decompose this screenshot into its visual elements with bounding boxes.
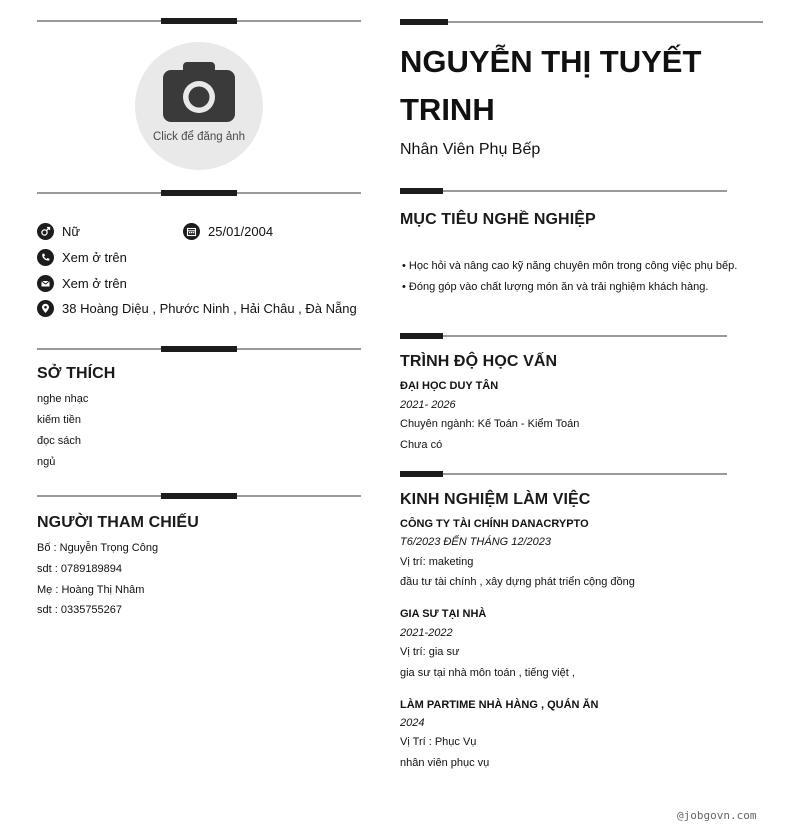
gender-row — [37, 223, 80, 240]
objective-title: MỤC TIÊU NGHỀ NGHIỆP — [400, 211, 596, 228]
hobby-item: ngủ — [37, 456, 56, 468]
reference-line: Bố : Nguyễn Trọng Công — [37, 542, 159, 554]
reference-line: sdt : 0789189894 — [37, 563, 123, 575]
job-description: đầu tư tài chính , xây dựng phát triển cộng đồng — [400, 576, 635, 588]
job-period: 2021-2022 — [400, 627, 453, 639]
gender-value: Nữ — [62, 224, 81, 239]
divider — [37, 20, 361, 22]
divider — [400, 190, 727, 192]
hobby-item: đọc sách — [37, 435, 82, 447]
job-company: CÔNG TY TÀI CHÍNH DANACRYPTO — [400, 518, 589, 530]
job-position: Vị trí: gia sư — [400, 646, 460, 658]
email-icon — [37, 275, 54, 292]
phone-row — [37, 249, 127, 266]
calendar-icon — [183, 223, 200, 240]
education-period: 2021- 2026 — [400, 399, 456, 411]
address-row — [37, 300, 357, 317]
hobby-item: kiếm tiền — [37, 414, 82, 426]
education-note: Chưa có — [400, 439, 443, 451]
school-name: ĐẠI HỌC DUY TÂN — [400, 380, 499, 392]
camera-icon — [161, 60, 237, 128]
divider — [400, 335, 727, 337]
location-icon — [37, 300, 54, 317]
reference-line: Mẹ : Hoàng Thị Nhâm — [37, 584, 145, 596]
job-position: Vị Trí : Phục Vụ — [400, 736, 477, 748]
phone-value: Xem ở trên — [62, 250, 127, 265]
email-value: Xem ở trên — [62, 276, 127, 291]
phone-icon — [37, 249, 54, 266]
photo-upload[interactable] — [135, 42, 263, 170]
reference-line: sdt : 0335755267 — [37, 604, 123, 616]
watermark: @jobgovn.com — [677, 809, 757, 822]
job-company: LÀM PARTIME NHÀ HÀNG , QUÁN ĂN — [400, 699, 599, 711]
photo-caption: Click để đăng ảnh — [152, 131, 246, 143]
hobbies-title: SỞ THÍCH — [37, 365, 116, 382]
education-major: Chuyên ngành: Kế Toán - Kiểm Toán — [400, 418, 580, 430]
job-description: gia sư tại nhà môn toán , tiếng việt , — [400, 667, 575, 679]
divider — [400, 21, 763, 23]
address-value: 38 Hoàng Diệu , Phước Ninh , Hải Châu , Đà Nẵng — [62, 301, 357, 316]
references-title: NGƯỜI THAM CHIẾU — [37, 514, 199, 531]
hobby-item: nghe nhạc — [37, 393, 89, 405]
gender-icon — [37, 223, 54, 240]
education-title: TRÌNH ĐỘ HỌC VẤN — [400, 353, 558, 370]
job-period: 2024 — [400, 717, 425, 729]
divider — [37, 495, 361, 497]
email-row — [37, 275, 127, 292]
birthdate-row — [183, 223, 273, 240]
birthdate-value: 25/01/2004 — [208, 224, 274, 239]
divider — [37, 348, 361, 350]
job-period: T6/2023 ĐẾN THÁNG 12/2023 — [400, 536, 552, 548]
job-description: nhân viên phục vụ — [400, 757, 490, 769]
divider — [37, 192, 361, 194]
candidate-name: NGUYỄN THỊ TUYẾT TRINH — [400, 44, 702, 127]
job-position: Vị trí: maketing — [400, 556, 474, 568]
job-title: Nhân Viên Phụ Bếp — [400, 141, 541, 158]
divider — [400, 473, 727, 475]
experience-title: KINH NGHIỆM LÀM VIỆC — [400, 491, 591, 508]
job-company: GIA SƯ TẠI NHÀ — [400, 608, 487, 620]
objective-item: • Học hỏi và nâng cao kỹ năng chuyên môn trong công việc phụ bếp. — [402, 260, 738, 272]
objective-item: • Đóng góp vào chất lượng món ăn và trải nghiệm khách hàng. — [402, 281, 709, 293]
